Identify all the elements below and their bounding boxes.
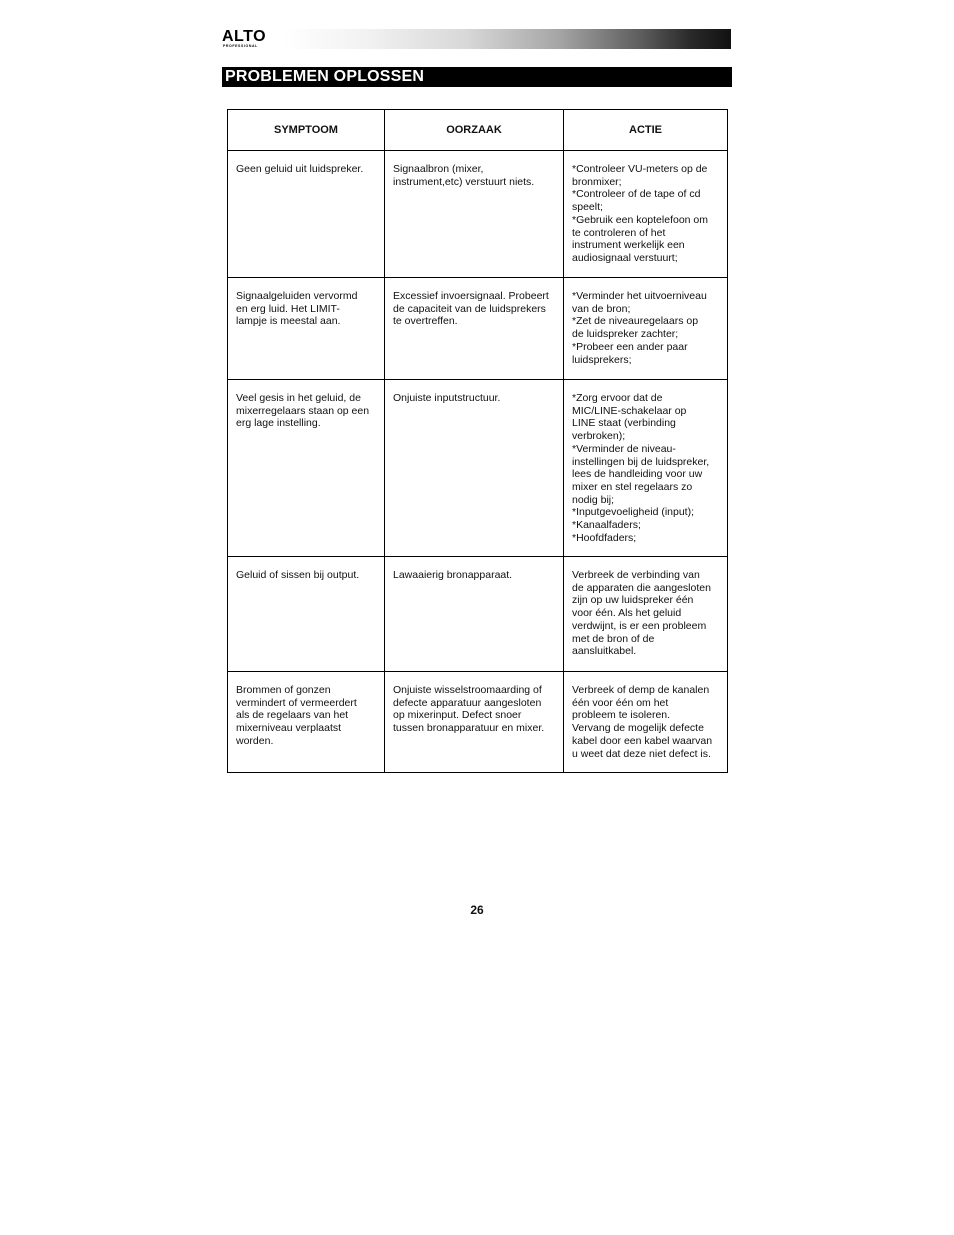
cell-actie — [564, 557, 728, 672]
table-header-row — [228, 110, 728, 151]
section-title: PROBLEMEN OPLOSSEN — [225, 68, 425, 85]
cell-symptoom — [228, 672, 385, 773]
header-symptoom: SYMPTOOM — [228, 110, 385, 151]
cell-text: Lawaaierig bronapparaat. — [393, 569, 513, 581]
cell-text: *Zorg ervoor dat de MIC/LINE-schakelaar op LINE staat (verbinding verbroken); *Verminder de niveau- instellingen bij de luidspreker, lees de handleiding voor uw mixer en stel regelaars zo nodig bij; *Inputgevoeligheid (input); *Kanaalfaders; *Hoofdfaders; — [572, 392, 710, 544]
cell-text: Geluid of sissen bij output. — [236, 569, 360, 581]
cell-text: Verbreek de verbinding van de apparaten die aangesloten zijn op uw luidspreker één voor één. Als het geluid verdwijnt, is er een probleem met de bron of de aansluitkabel. — [572, 569, 711, 658]
page-number: 26 — [470, 903, 484, 917]
table-row — [228, 380, 728, 557]
cell-text: Signaalgeluiden vervormd en erg luid. Het LIMIT- lampje is meestal aan. — [236, 290, 358, 328]
cell-text: Onjuiste wisselstroomaarding of defecte apparatuur aangesloten op mixerinput. Defect snoer tussen bronapparatuur en mixer. — [393, 684, 545, 735]
logo-text: ALTO — [222, 28, 267, 45]
header-gradient-bar — [222, 29, 731, 49]
cell-actie — [564, 151, 728, 278]
cell-oorzaak — [385, 278, 564, 380]
table-row — [228, 278, 728, 380]
cell-text: Onjuiste inputstructuur. — [393, 392, 501, 404]
cell-text: Geen geluid uit luidspreker. — [236, 163, 364, 175]
cell-symptoom — [228, 380, 385, 557]
troubleshooting-table — [227, 109, 728, 773]
cell-text: *Verminder het uitvoerniveau van de bron; *Zet de niveauregelaars op de luidspreker zachter; *Probeer een ander paar luidsprekers; — [572, 290, 707, 366]
cell-text: Signaalbron (mixer, instrument,etc) verstuurt niets. — [393, 163, 535, 188]
cell-symptoom — [228, 278, 385, 380]
cell-actie — [564, 672, 728, 773]
cell-oorzaak — [385, 672, 564, 773]
cell-oorzaak — [385, 380, 564, 557]
cell-text: Brommen of gonzen vermindert of vermeerdert als de regelaars van het mixerniveau verplaatst worden. — [236, 684, 357, 747]
cell-oorzaak — [385, 151, 564, 278]
cell-actie — [564, 380, 728, 557]
alto-logo — [222, 29, 280, 49]
cell-symptoom — [228, 151, 385, 278]
cell-text: *Controleer VU-meters op de bronmixer; *Controleer of de tape of cd speelt; *Gebruik een koptelefoon om te controleren of het instrument werkelijk een audiosignaal verstuurt; — [572, 163, 709, 264]
section-title-bar — [222, 67, 732, 87]
table-row — [228, 151, 728, 278]
table-row — [228, 557, 728, 672]
table-row — [228, 672, 728, 773]
cell-oorzaak — [385, 557, 564, 672]
cell-text: Veel gesis in het geluid, de mixerregelaars staan op een erg lage instelling. — [236, 392, 370, 430]
cell-actie — [564, 278, 728, 380]
cell-text: Verbreek of demp de kanalen één voor één om het probleem te isoleren. Vervang de mogelijk defecte kabel door een kabel waarvan u weet dat deze niet defect is. — [572, 684, 713, 760]
cell-text: Excessief invoersignaal. Probeert de capaciteit van de luidsprekers te overtreffen. — [393, 290, 549, 328]
header-actie: ACTIE — [564, 110, 728, 151]
logo-subtext: PROFESSIONAL — [223, 44, 258, 48]
cell-symptoom — [228, 557, 385, 672]
header-oorzaak: OORZAAK — [385, 110, 564, 151]
